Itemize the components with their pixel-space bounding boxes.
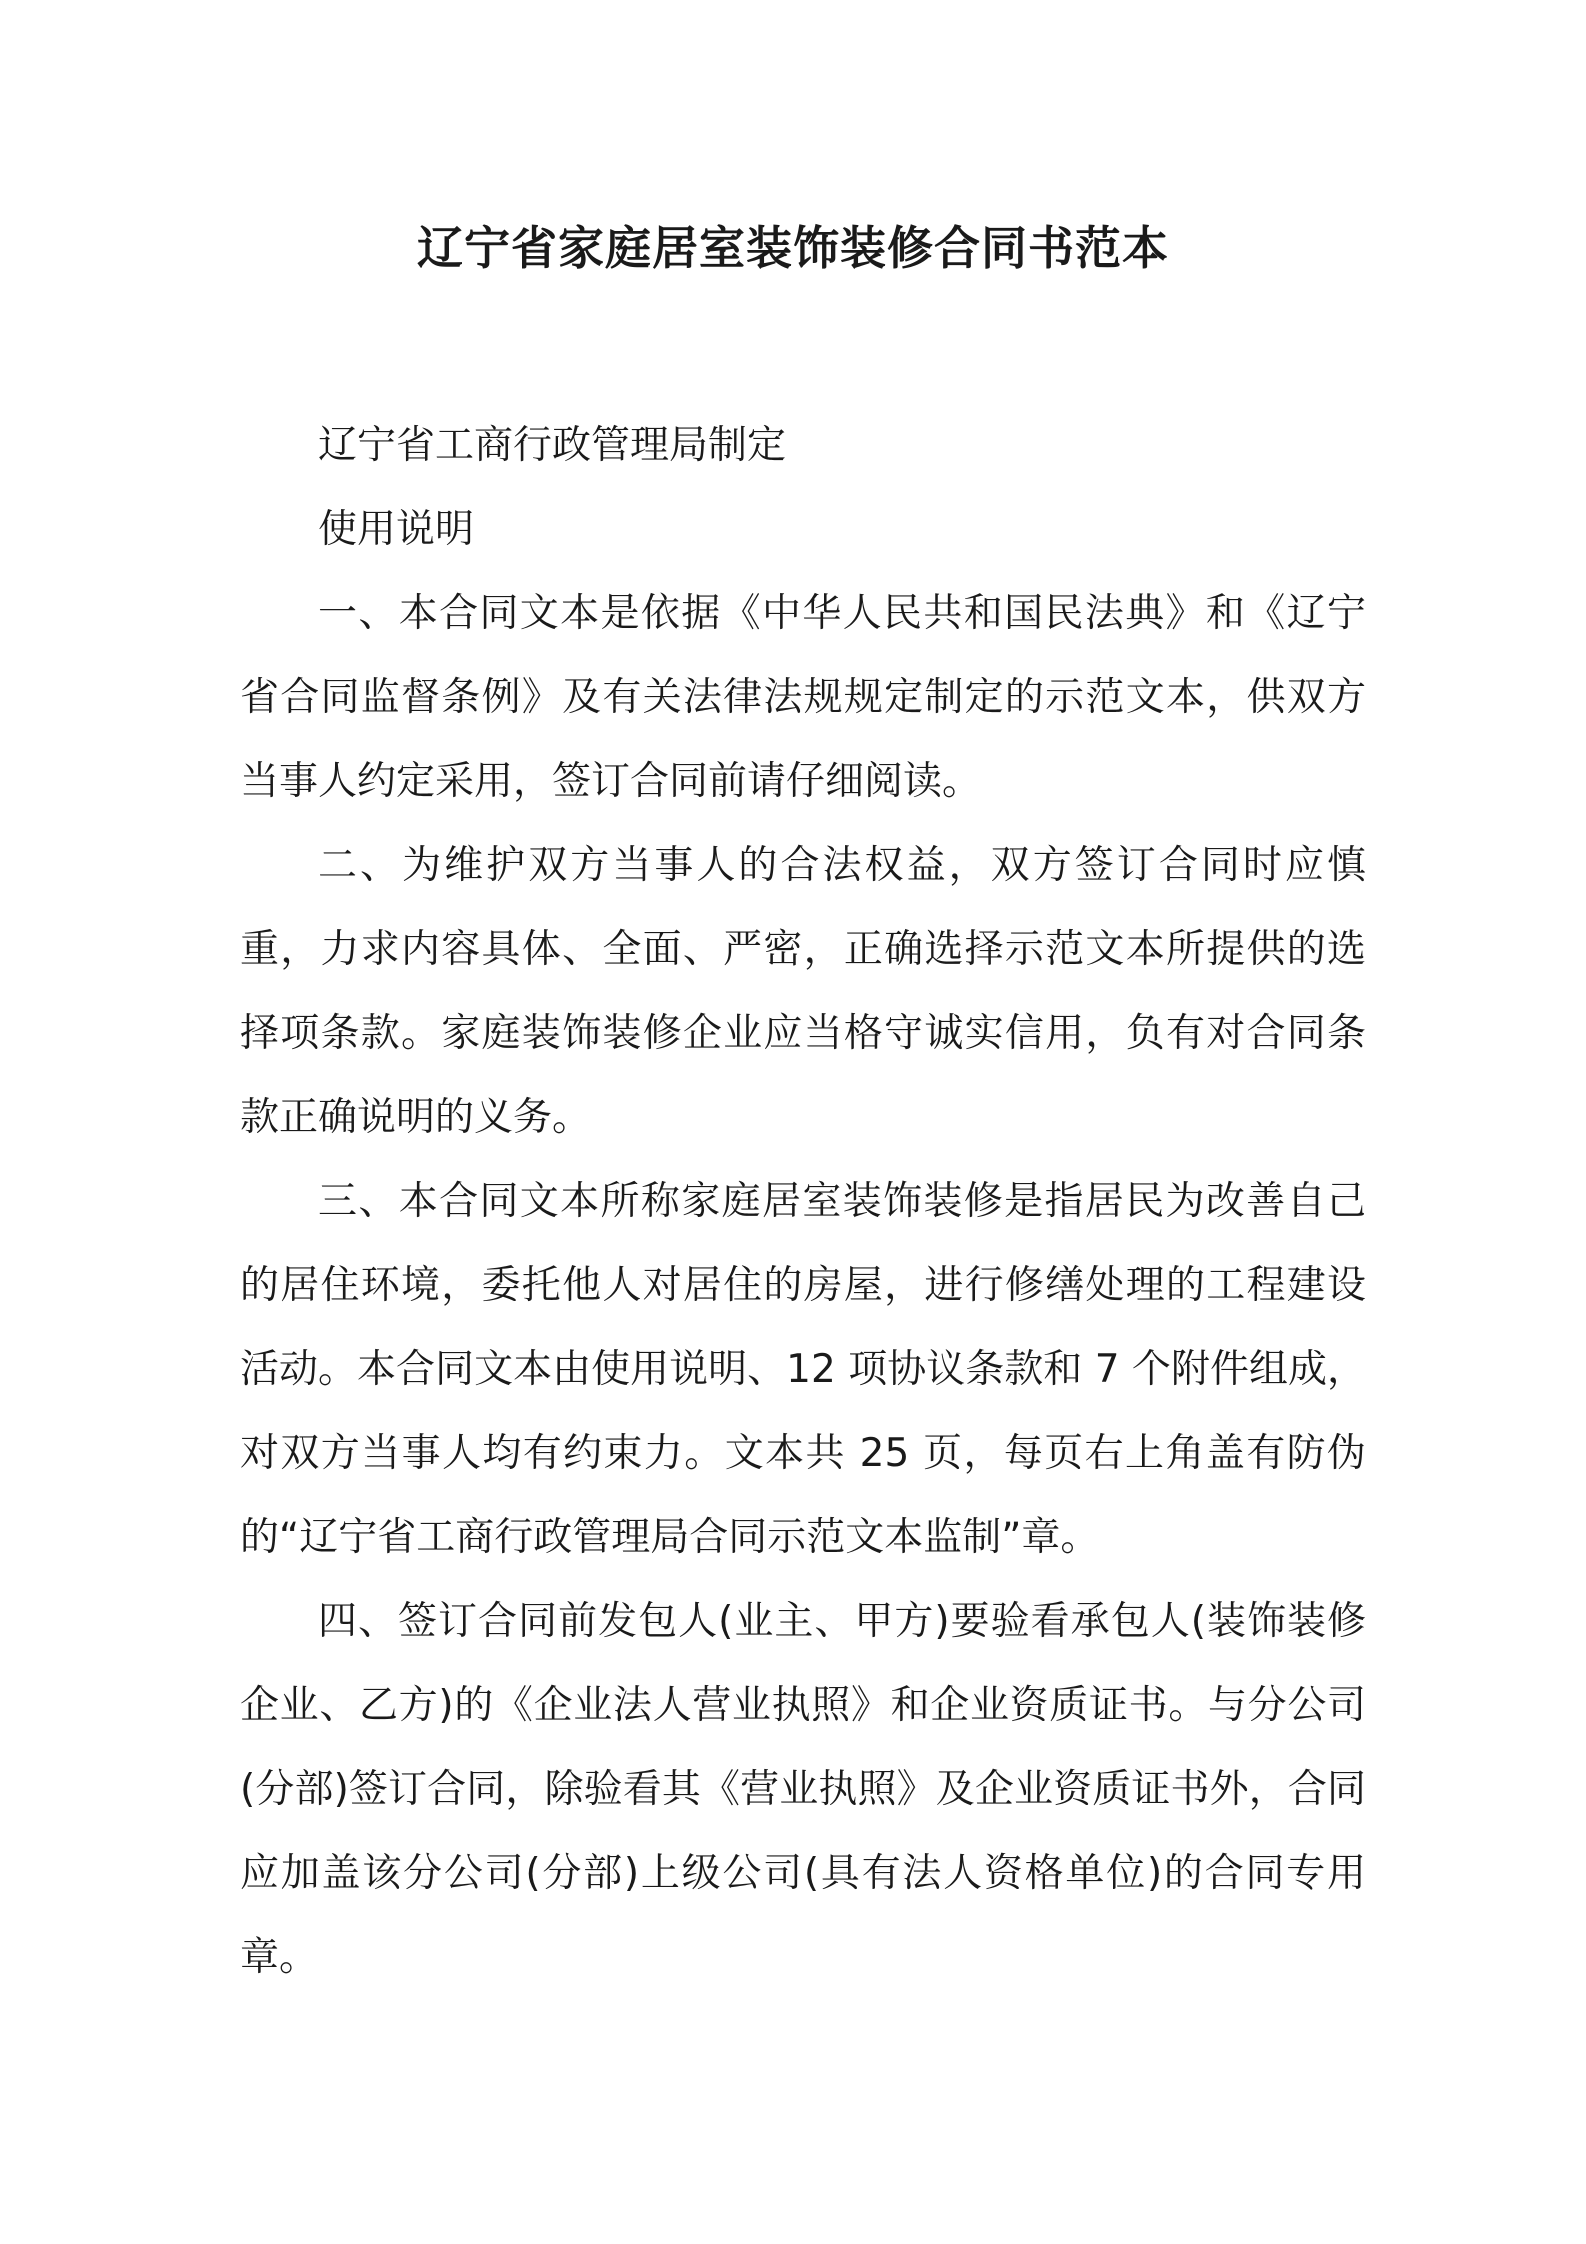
issuer-line: 辽宁省工商行政管理局制定 [318,423,787,468]
paragraph-2: 二、为维护双方当事人的合法权益，双方签订合同时应慎重，力求内容具体、全面、严密，正确选择示范文本所提供的选择项条款。家庭装饰装修企业应当格守诚实信用，负有对合同条款正确说明的义务。 [240,843,1366,1140]
paragraph-4: 四、签订合同前发包人(业主、甲方)要验看承包人(装饰装修企业、乙方)的《企业法人营业执照》和企业资质证书。与分公司(分部)签订合同，除验看其《营业执照》及企业资质证书外，合同应加盖该分公司(分部)上级公司(具有法人资格单位)的合同专用章。 [240,1599,1366,1980]
paragraph-1: 一、本合同文本是依据《中华人民共和国民法典》和《辽宁省合同监督条例》及有关法律法规规定制定的示范文本，供双方当事人约定采用，签订合同前请仔细阅读。 [240,591,1366,804]
document-body [240,404,1366,2000]
section-heading: 使用说明 [318,507,475,552]
paragraph-3: 三、本合同文本所称家庭居室装饰装修是指居民为改善自己的居住环境，委托他人对居住的房屋，进行修缮处理的工程建设活动。本合同文本由使用说明、12 项协议条款和 7 个附件组成，对双方当事人均有约束力。文本共 25 页，每页右上角盖有防伪的“辽宁省工商行政管理局合同示范文本监制”章。 [240,1179,1366,1560]
document-title: 辽宁省家庭居室装饰装修合同书范本 [417,221,1169,275]
